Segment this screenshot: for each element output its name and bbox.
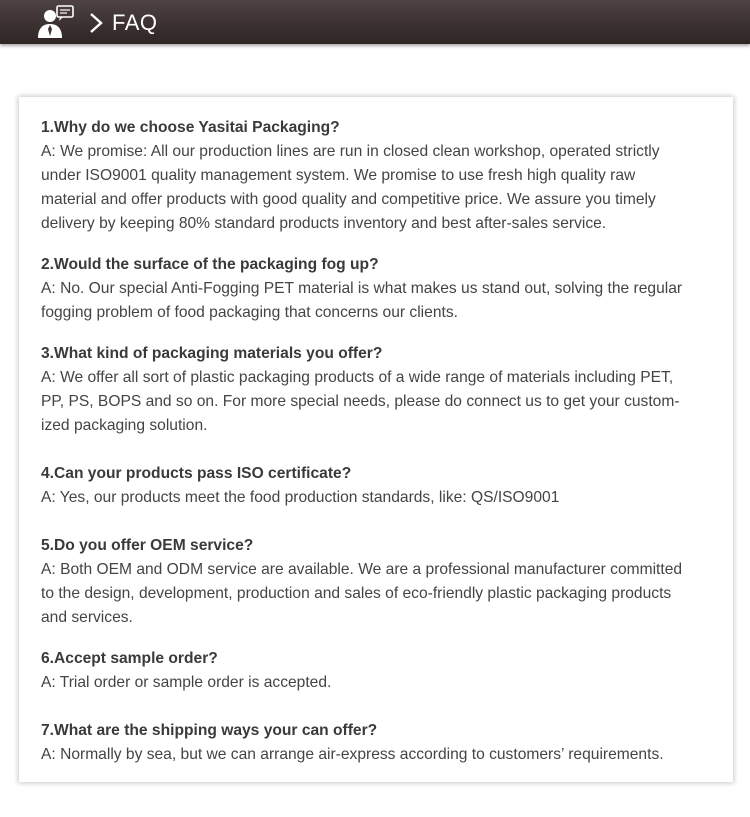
faq-question: 1.Why do we choose Yasitai Packaging? [41, 119, 340, 136]
faq-question: 6.Accept sample order? [41, 650, 218, 667]
customer-service-icon [36, 5, 76, 39]
faq-answer-line: A: Both OEM and ODM service are available. We are a professional manufacturer committed [41, 561, 683, 578]
faq-answer-line: material and offer products with good quality and competitive price. We assure you timely [41, 191, 656, 208]
page-title: FAQ [112, 10, 158, 35]
faq-answer-line: to the design, development, production and sales of eco-friendly plastic packaging products [41, 585, 672, 602]
faq-item [41, 462, 713, 510]
faq-answer-line: A: We offer all sort of plastic packaging products of a wide range of materials including PET, [41, 369, 674, 386]
faq-answer-line: ized packaging solution. [41, 417, 208, 434]
faq-answer-line: fogging problem of food packaging that concerns our clients. [41, 304, 458, 321]
faq-item [41, 253, 713, 325]
faq-item [41, 719, 713, 767]
faq-question: 2.Would the surface of the packaging fog up? [41, 256, 379, 273]
faq-answer-line: and services. [41, 609, 133, 626]
faq-answer-line: PP, PS, BOPS and so on. For more special needs, please do connect us to get your custom- [41, 393, 680, 410]
faq-item [41, 342, 713, 438]
faq-question: 4.Can your products pass ISO certificate? [41, 465, 352, 482]
faq-answer-line: A: Normally by sea, but we can arrange air-express according to customers’ requirements. [41, 746, 664, 763]
faq-answer-line: delivery by keeping 80% standard products inventory and best after-sales service. [41, 215, 607, 232]
faq-answer-line: A: Yes, our products meet the food production standards, like: QS/ISO9001 [41, 489, 560, 506]
faq-answer-line: A: We promise: All our production lines are run in closed clean workshop, operated strictly [41, 143, 660, 160]
faq-question: 5.Do you offer OEM service? [41, 537, 254, 554]
faq-question: 7.What are the shipping ways your can offer? [41, 722, 378, 739]
faq-card [19, 97, 733, 782]
chevron-right-icon [88, 12, 104, 34]
faq-item [41, 534, 713, 630]
faq-answer-line: A: No. Our special Anti-Fogging PET material is what makes us stand out, solving the regular [41, 280, 683, 297]
faq-item [41, 116, 713, 236]
faq-item [41, 647, 713, 695]
faq-answer-line: A: Trial order or sample order is accepted. [41, 674, 332, 691]
header-bar [0, 0, 750, 44]
faq-answer-line: under ISO9001 quality management system. We promise to use fresh high quality raw [41, 167, 636, 184]
faq-question: 3.What kind of packaging materials you offer? [41, 345, 383, 362]
